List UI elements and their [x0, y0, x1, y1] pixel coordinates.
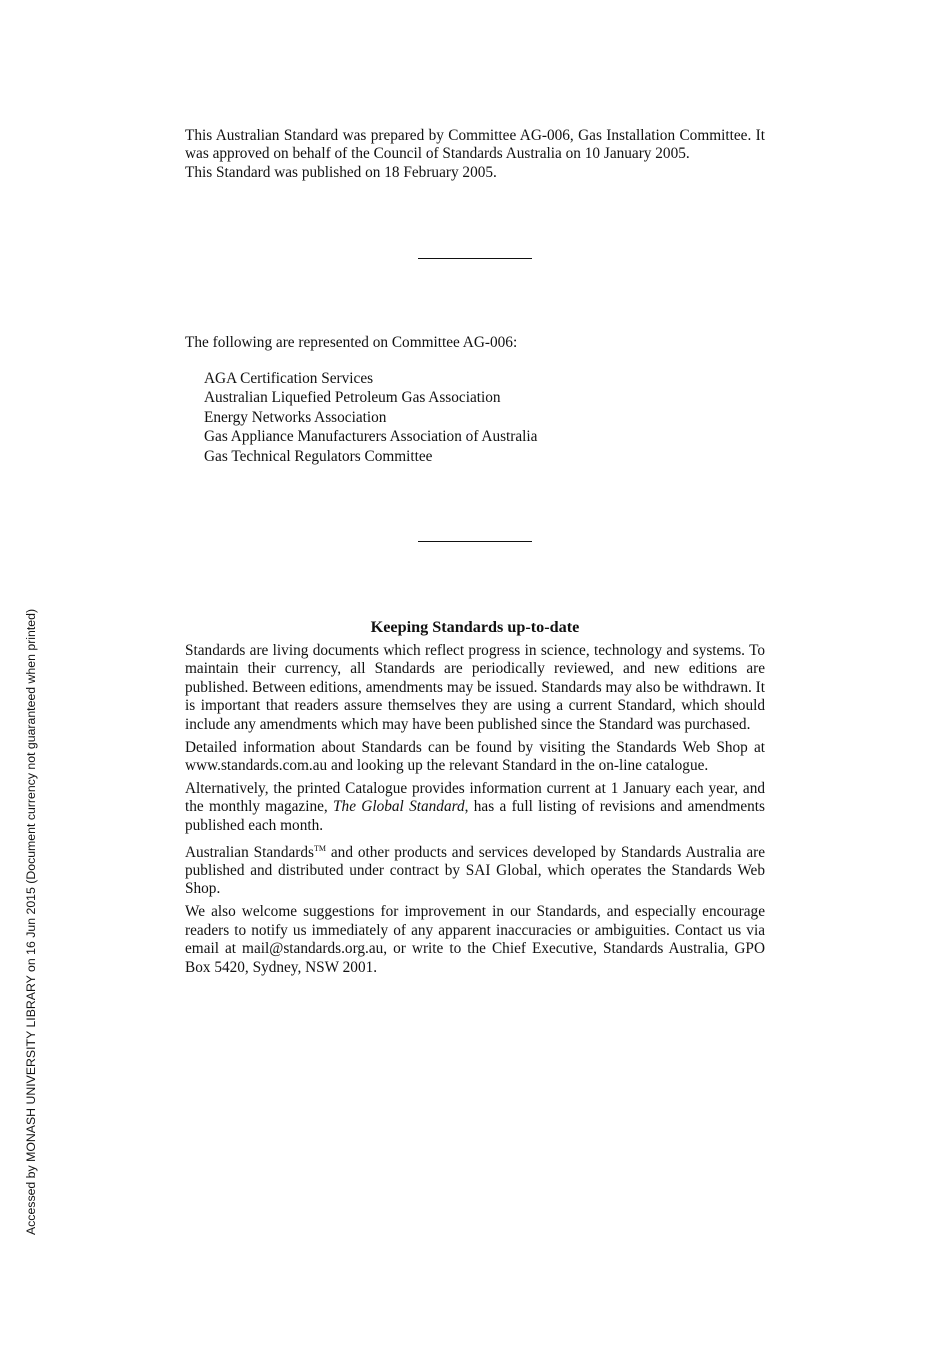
section-divider: [418, 541, 532, 542]
approval-statement: This Australian Standard was prepared by Committee AG-006, Gas Installation Committee. It was approved on behalf of the Council of Standards Australia on 10 January 2005.: [185, 127, 765, 163]
preparation-note: [185, 127, 765, 182]
section-heading: Keeping Standards up-to-date: [370, 618, 580, 636]
publication-date-statement: This Standard was published on 18 February 2005.: [185, 163, 497, 181]
trademark-symbol: TM: [313, 843, 326, 853]
paragraph: Detailed information about Standards can be found by visiting the Standards Web Shop at www.standards.com.au and looking up the relevant Standard in the on-line catalogue.: [185, 738, 765, 774]
committee-representation-intro: The following are represented on Committee AG-006:: [185, 334, 518, 351]
paragraph-text: Alternatively, the printed Catalogue provides information current at 1 January each year, and the monthly magazine,: [185, 779, 765, 816]
section-divider: [418, 258, 532, 259]
paragraph-text: , has a full listing of revisions and amendments published each month.: [185, 798, 765, 834]
committee-member: Gas Appliance Manufacturers Association of Australia: [204, 428, 538, 446]
committee-member: Gas Technical Regulators Committee: [204, 447, 433, 465]
magazine-title: The Global Standard: [333, 798, 465, 816]
paragraph: Standards are living documents which reflect progress in science, technology and systems. To maintain their currency, all Standards are periodically reviewed, and new editions are published. Between editions, amendments may be issued. Standards may also be withdrawn. It is important that readers assure themselves they are using a current Standard, which should include any amendments which may have been published since the Standard was purchased.: [185, 642, 765, 733]
committee-member-list: [204, 369, 537, 466]
committee-member: Australian Liquefied Petroleum Gas Association: [204, 389, 501, 407]
paragraph: We also welcome suggestions for improvement in our Standards, and especially encourage readers to notify us immediately of any apparent inaccuracies or ambiguities. Contact us via email at mail@standards.org.au, or write to the Chief Executive, Standards Australia, GPO Box 5420, Sydney, NSW 2001.: [185, 903, 765, 976]
paragraph-text: Australian Standards: [185, 843, 314, 861]
access-watermark-text: Accessed by MONASH UNIVERSITY LIBRARY on 16 Jun 2015 (Document currency not guaranteed when printed): [24, 608, 38, 1236]
paragraph: [185, 780, 765, 835]
committee-member: Energy Networks Association: [204, 408, 387, 426]
committee-member: AGA Certification Services: [204, 370, 374, 387]
keeping-standards-section: [185, 642, 765, 981]
paragraph: [185, 840, 765, 899]
paragraph-text: and other products and services developed by Standards Australia are published and distributed under contract by SAI Global, which operates the Standards Web Shop.: [185, 843, 765, 898]
